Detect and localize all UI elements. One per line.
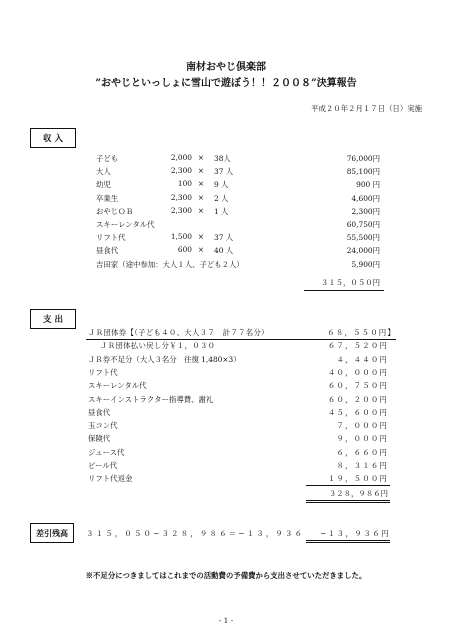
income-amount: 85,100円 — [346, 167, 380, 177]
income-times: × — [197, 153, 205, 162]
income-amount: 900 円 — [356, 180, 380, 190]
expense-item: リフト代 — [88, 367, 118, 377]
income-times: × — [197, 245, 205, 255]
income-amount: 60,750円 — [346, 220, 380, 229]
income-item: 卒業生 — [96, 193, 119, 203]
income-amount: 4,600円 — [351, 193, 380, 203]
balance-heading: 差引残高 — [36, 527, 68, 538]
income-times: × — [197, 166, 205, 176]
page-subtitle: ”おやじといっしょに雪山で遊ぼう！！２００８”決算報告 — [95, 78, 357, 89]
expense-item: 保険代 — [88, 434, 111, 444]
balance-underline-2 — [306, 542, 390, 543]
income-price: 2,000 — [170, 153, 192, 162]
expense-heading: 支 出 — [43, 315, 63, 325]
income-heading: 収 入 — [43, 134, 63, 144]
income-amount: 2,300円 — [351, 206, 380, 216]
income-heading-box — [30, 128, 76, 148]
income-total: ３１５，０５０円 — [320, 278, 380, 287]
income-qty: 2 人 — [214, 193, 229, 203]
income-item: 吉田家（途中参加：大人１人、子ども２人） — [96, 259, 244, 269]
income-amount: 76,000円 — [346, 154, 380, 163]
expense-item: ＪＲ券不足分（大人３名分 往復 1,480×3） — [88, 354, 241, 364]
expense-amount: ４，４４０円 — [336, 354, 388, 364]
income-price: 2,300 — [170, 166, 192, 176]
expense-heading-box — [30, 309, 76, 329]
income-qty: 37 人 — [214, 167, 234, 177]
income-qty: 37 人 — [214, 233, 234, 243]
income-amount: 5,900円 — [351, 259, 380, 269]
income-amount: 55,500円 — [346, 233, 380, 243]
expense-amount: ７，０００円 — [336, 421, 388, 431]
expense-item: リフト代返金 — [88, 474, 133, 484]
income-qty: 38人 — [214, 154, 231, 163]
income-price: 100 — [177, 179, 192, 189]
expense-item: ジュース代 — [88, 447, 125, 457]
expense-amount: １９，５００円 — [327, 474, 388, 484]
income-item: 昼食代 — [96, 246, 119, 256]
income-item: リフト代 — [96, 233, 126, 243]
balance-formula: ３１５，０５０−３２８，９８６＝−１３，９３６ — [86, 529, 305, 538]
expense-amount: ６７，５２０円 — [327, 341, 388, 351]
balance-underline-1 — [306, 540, 390, 541]
expense-item: スキーインストラクター指導費、謝礼 — [88, 394, 214, 404]
page-number: - 1 - — [218, 616, 234, 625]
expense-amount: ６，６６０円 — [336, 447, 388, 457]
expense-amount: ６０，７５０円 — [327, 381, 388, 391]
expense-amount: ６０，２００円 — [327, 394, 388, 404]
expense-amount: ６８，５５０円】 — [327, 328, 396, 337]
balance-result: −１３，９３６円 — [320, 529, 390, 538]
expense-amount: ４５，６００円 — [327, 407, 388, 417]
income-times: × — [197, 179, 205, 189]
income-item: スキーレンタル代 — [96, 220, 155, 229]
expense-item: スキーレンタル代 — [88, 381, 147, 391]
expense-amount: ４０，０００円 — [327, 367, 388, 377]
expense-subtotal-line — [306, 485, 390, 486]
income-price: 2,300 — [170, 205, 192, 215]
expense-amount: ９，０００円 — [336, 434, 388, 444]
income-times: × — [197, 205, 205, 215]
income-item: おやじＯＢ — [96, 206, 133, 216]
income-qty: 40 人 — [214, 246, 234, 256]
income-price: 600 — [177, 245, 192, 255]
expense-total: ３２８，９８６円 — [328, 489, 388, 498]
footnote: ※不足分につきましてはこれまでの活動費の予備費から支出させていただきました。 — [85, 571, 367, 580]
balance-heading-box — [30, 523, 74, 543]
income-price: 2,300 — [170, 192, 192, 202]
income-item: 子ども — [96, 154, 119, 163]
expense-amount: ８，３１６円 — [336, 461, 388, 470]
income-qty: 1 人 — [214, 206, 229, 216]
income-total-underline — [304, 290, 384, 291]
income-times: × — [197, 232, 205, 242]
income-times: × — [197, 192, 205, 202]
expense-header-item: ＪＲ団体券【（子ども４０、大人３７ 計７７名分） — [88, 328, 269, 337]
expense-item: ビール代 — [88, 461, 118, 470]
income-qty: 9 人 — [214, 180, 229, 190]
income-amount: 24,000円 — [346, 246, 380, 256]
expense-total-underline-2 — [306, 502, 390, 503]
income-item: 幼児 — [96, 180, 111, 190]
expense-header-underline — [86, 339, 396, 340]
expense-item: 昼食代 — [88, 407, 111, 417]
page-title: 南材おやじ倶楽部 — [186, 62, 266, 73]
expense-item: 玉コン代 — [88, 421, 118, 431]
expense-total-underline-1 — [306, 500, 390, 501]
income-price: 1,500 — [170, 232, 192, 242]
expense-item: ＪＲ団体払い戻し分￥１，０３０ — [100, 341, 216, 351]
event-date: 平成２０年２月１７日（日）実施 — [311, 104, 422, 113]
income-item: 大人 — [96, 167, 111, 177]
